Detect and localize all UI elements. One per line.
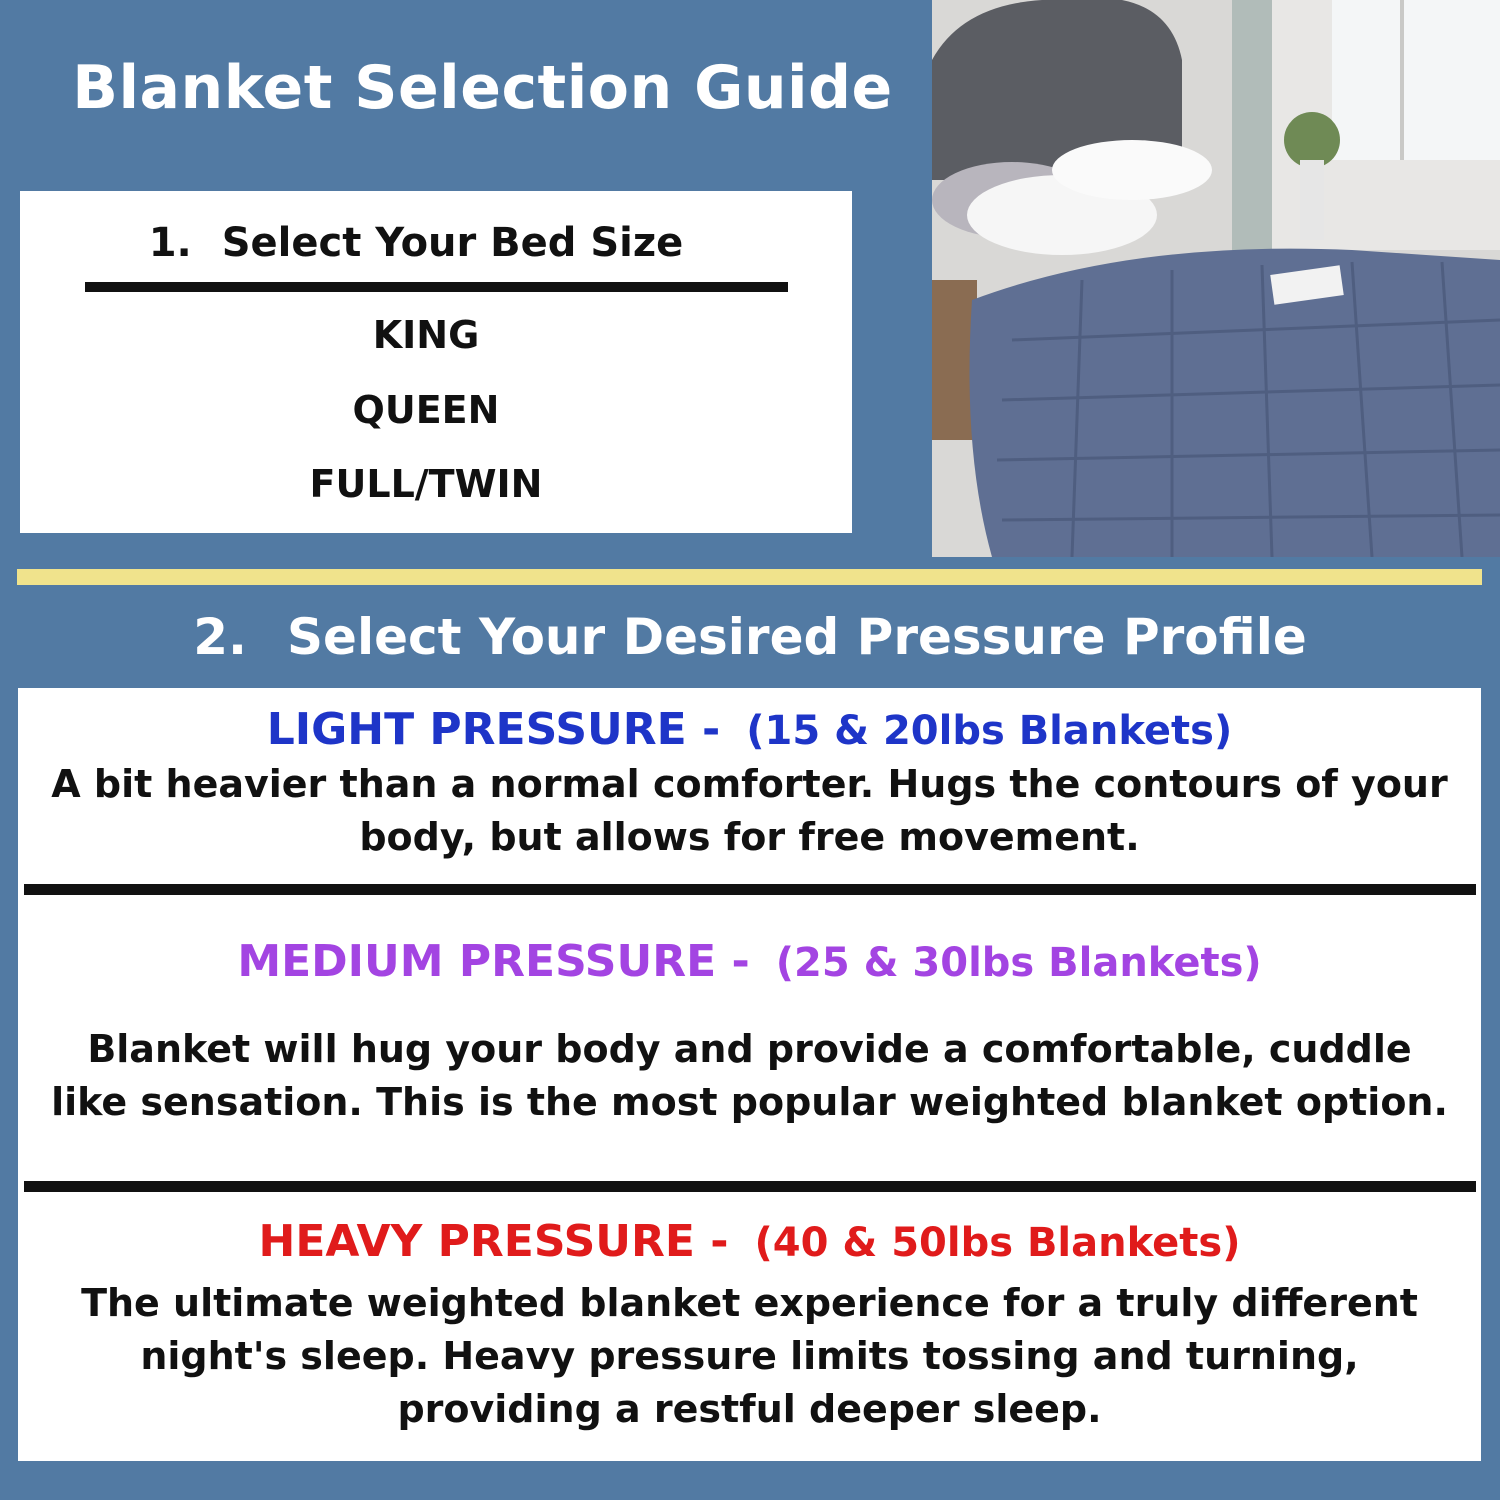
medium-pressure-description (18, 1023, 1481, 1129)
light-pressure-label: LIGHT PRESSURE - (266, 704, 721, 755)
bed-size-rule (85, 282, 788, 292)
heavy-desc-line: providing a restful deeper sleep. (397, 1387, 1102, 1431)
light-desc-line: A bit heavier than a normal comforter. Hugs the contours of your (51, 762, 1448, 806)
medium-pressure-label: MEDIUM PRESSURE - (237, 936, 750, 987)
pressure-step-number: 2. (193, 608, 248, 666)
heavy-pressure-label: HEAVY PRESSURE - (258, 1216, 729, 1267)
heavy-desc-line: night's sleep. Heavy pressure limits tossing and turning, (140, 1334, 1359, 1378)
pressure-heading-text: Select Your Desired Pressure Profile (287, 608, 1307, 666)
bed-size-heading-text: Select Your Bed Size (221, 220, 684, 266)
bed-size-step-number: 1. (148, 220, 192, 266)
heavy-pressure-description (18, 1277, 1481, 1436)
weighted-blanket (970, 249, 1500, 557)
light-pressure-description (18, 758, 1481, 864)
medium-pressure-title[interactable] (18, 934, 1481, 999)
heavy-pressure-title[interactable] (18, 1214, 1481, 1279)
pressure-heading (0, 605, 1500, 669)
plant (1284, 112, 1340, 168)
guide-title: Blanket Selection Guide (72, 53, 893, 123)
heavy-pressure-weights: (40 & 50lbs Blankets) (754, 1220, 1241, 1266)
profile-divider (24, 1181, 1476, 1192)
profile-divider (24, 884, 1476, 895)
bedroom-photo (932, 0, 1500, 557)
bed-size-queen[interactable]: QUEEN (352, 388, 500, 432)
pillow (1052, 140, 1212, 200)
bed-size-heading (0, 218, 832, 268)
light-desc-line: body, but allows for free movement. (359, 815, 1140, 859)
heavy-desc-line: The ultimate weighted blanket experience for a truly different (81, 1281, 1418, 1325)
medium-desc-line: Blanket will hug your body and provide a comfortable, cuddle (87, 1027, 1412, 1071)
light-pressure-weights: (15 & 20lbs Blankets) (746, 708, 1233, 754)
bed-size-full-twin[interactable]: FULL/TWIN (309, 462, 543, 506)
section-divider (17, 569, 1482, 585)
medium-pressure-weights: (25 & 30lbs Blankets) (775, 940, 1262, 986)
window (1332, 0, 1500, 160)
bed-size-king[interactable]: KING (372, 313, 480, 357)
medium-desc-line: like sensation. This is the most popular weighted blanket option. (51, 1080, 1448, 1124)
